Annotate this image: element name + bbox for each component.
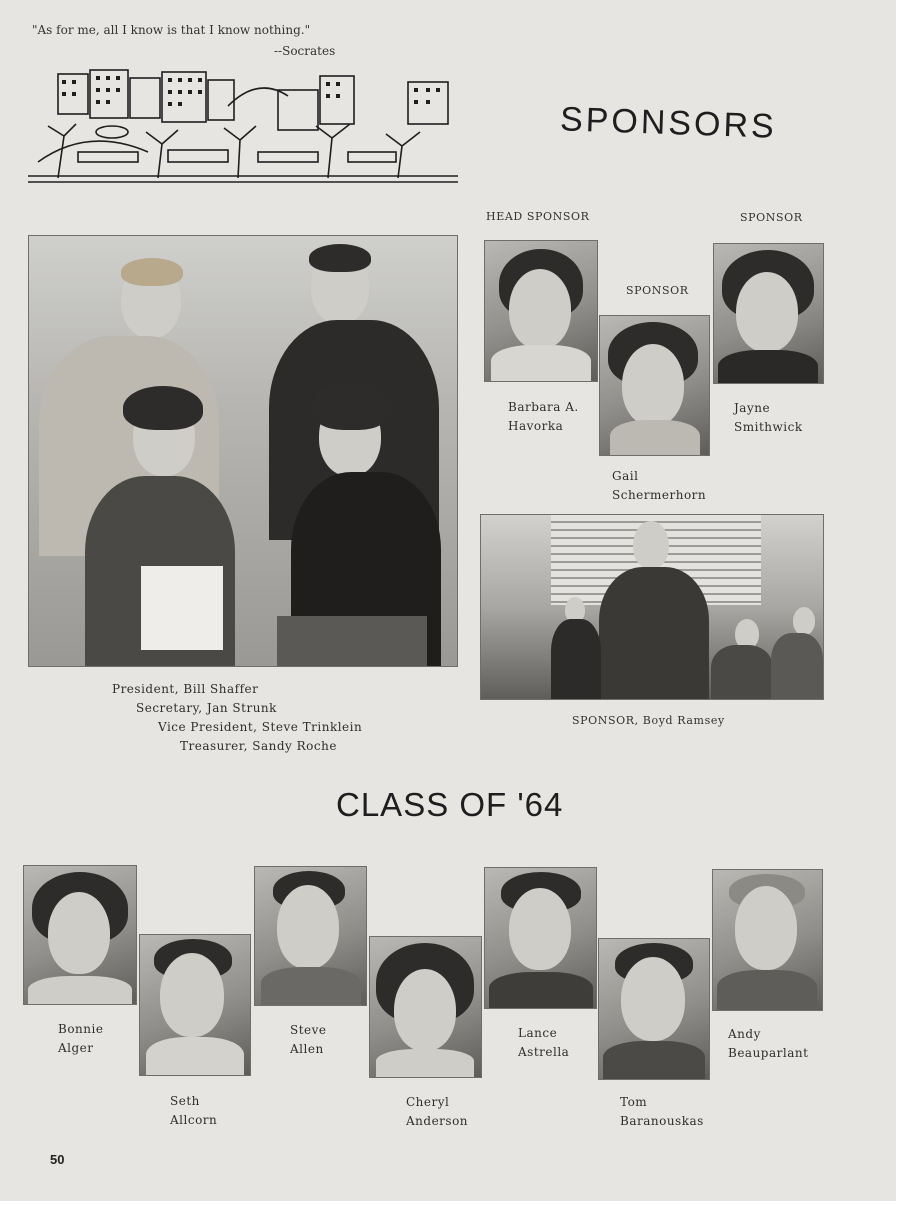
sponsors-heading: SPONSORS (559, 100, 778, 146)
student-portrait-cheryl-anderson (369, 936, 482, 1078)
student-first-tom: Tom (620, 1095, 648, 1109)
student-first-lance: Lance (518, 1026, 558, 1040)
student-last-baranouskas: Baranouskas (620, 1114, 704, 1128)
student-portrait-bonnie-alger (23, 865, 137, 1005)
sponsor-name-havorka-first: Barbara A. (508, 400, 579, 414)
sponsor-name-smithwick-last: Smithwick (734, 420, 803, 434)
officer-vice-president: Vice President, Steve Trinklein (158, 720, 363, 734)
student-last-astrella: Astrella (518, 1045, 570, 1059)
sponsor-name-havorka-last: Havorka (508, 419, 564, 433)
sponsor-portrait-smithwick (713, 243, 824, 384)
student-last-anderson: Anderson (406, 1114, 469, 1128)
student-last-beauparlant: Beauparlant (728, 1046, 809, 1060)
cityscape-doodle-illustration (28, 66, 458, 184)
sponsor-portrait-havorka (484, 240, 598, 382)
sponsor-label-right: SPONSOR (740, 211, 803, 224)
student-first-bonnie: Bonnie (58, 1022, 104, 1036)
sponsor-portrait-schermerhorn (599, 315, 710, 456)
officer-treasurer: Treasurer, Sandy Roche (180, 739, 337, 753)
quote-attribution: --Socrates (274, 44, 336, 58)
sponsor-name-schermerhorn-last: Schermerhorn (612, 488, 707, 502)
officer-secretary: Secretary, Jan Strunk (136, 701, 277, 715)
student-portrait-andy-beauparlant (712, 869, 823, 1011)
officer-president: President, Bill Shaffer (112, 682, 259, 696)
sponsor-label-middle: SPONSOR (626, 284, 689, 297)
student-first-andy: Andy (728, 1027, 761, 1041)
page-number: 50 (50, 1152, 65, 1167)
student-first-cheryl: Cheryl (406, 1095, 450, 1109)
student-portrait-lance-astrella (484, 867, 597, 1009)
class-heading: CLASS OF '64 (336, 786, 564, 823)
student-first-seth: Seth (170, 1094, 200, 1108)
officers-group-photo (28, 235, 458, 667)
student-portrait-tom-baranouskas (598, 938, 710, 1080)
classroom-photo-boyd-ramsey (480, 514, 824, 700)
student-first-steve: Steve (290, 1023, 327, 1037)
student-last-alger: Alger (58, 1041, 94, 1055)
student-portrait-steve-allen (254, 866, 367, 1006)
sponsor-name-schermerhorn-first: Gail (612, 469, 639, 483)
socrates-quote: "As for me, all I know is that I know nothing." (32, 23, 311, 37)
student-last-allen: Allen (290, 1042, 324, 1056)
classroom-caption: SPONSOR, Boyd Ramsey (572, 714, 725, 727)
student-portrait-seth-allcorn (139, 934, 251, 1076)
head-sponsor-label: HEAD SPONSOR (486, 210, 590, 223)
student-last-allcorn: Allcorn (170, 1113, 218, 1127)
sponsor-name-smithwick-first: Jayne (734, 401, 771, 415)
